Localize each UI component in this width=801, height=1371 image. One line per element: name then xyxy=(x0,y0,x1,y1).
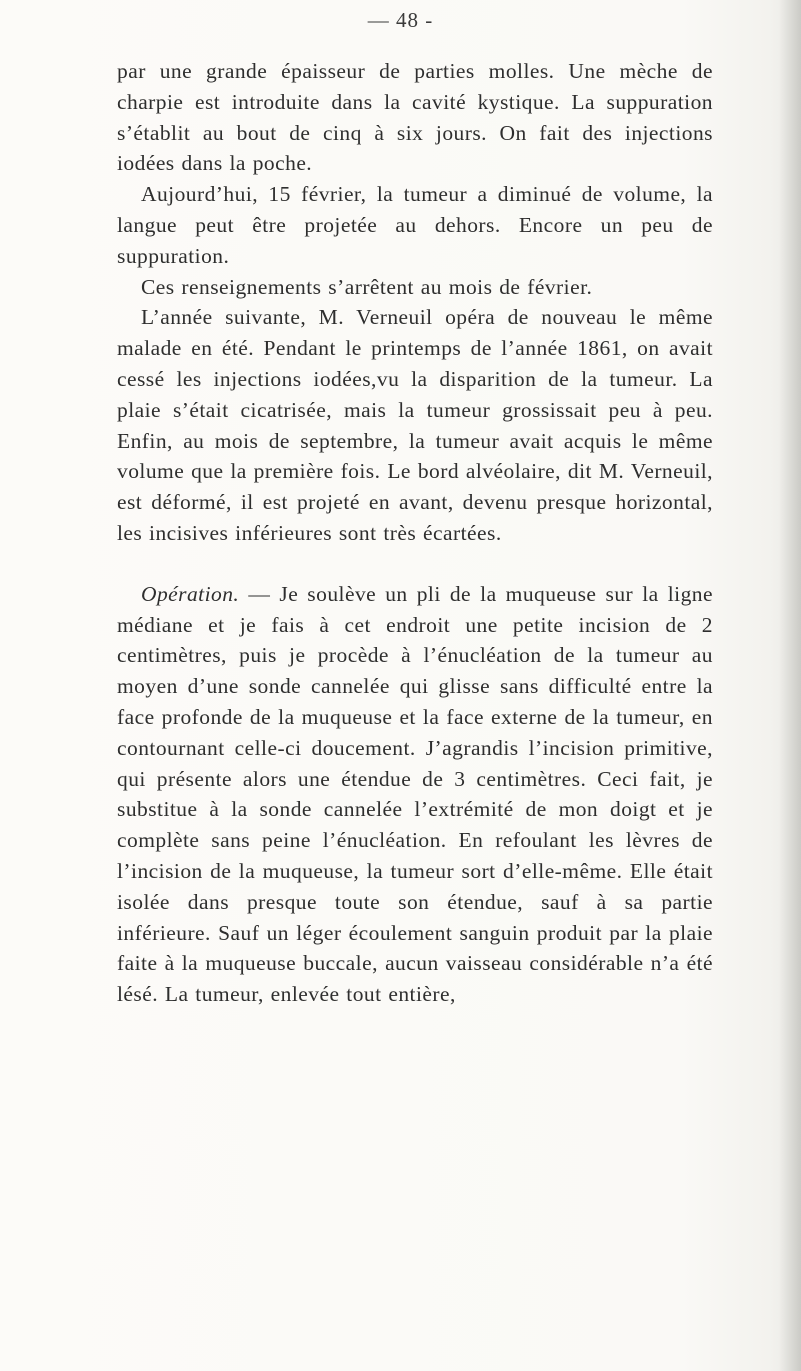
paragraph-continuation: par une grande épaisseur de parties molles. Une mèche de charpie est introduite dans la cavité kystique. La suppuration s’établit au bout de cinq à six jours. On fait des injections iodées dans la poche. xyxy=(117,59,713,176)
paragraph-february-status: Aujourd’hui, 15 février, la tumeur a diminué de volume, la langue peut être projetée au dehors. Encore un peu de suppuration. xyxy=(117,182,713,268)
body-text xyxy=(117,56,713,1010)
paragraph-operation xyxy=(117,579,713,1010)
page-edge-shadow xyxy=(779,0,801,1371)
paragraph-records-end: Ces renseignements s’arrêtent au mois de février. xyxy=(141,274,593,299)
operation-text: — Je soulève un pli de la muqueuse sur la ligne médiane et je fais à cet endroit une petite incision de 2 centimètres, puis je procède à l’énucléation de la tumeur au moyen d’une sonde cannelée qui glisse sans difficulté entre la face profonde de la muqueuse et la face externe de la tumeur, en contournant celle-ci doucement. J’agrandis l’incision primitive, qui présente alors une étendue de 3 centimètres. Ceci fait, je substitue à la sonde cannelée l’extrémité de mon doigt et je complète sans peine l’énucléation. En refoulant les lèvres de l’incision de la muqueuse, la tumeur sort d’elle-même. Elle était isolée dans presque toute son étendue, sauf à sa partie inférieure. Sauf un léger écoulement sanguin produit par la plaie faite à la muqueuse buccale, aucun vaisseau considérable n’a été lésé. La tumeur, enlevée tout entière, xyxy=(117,581,713,1007)
page-number: — 48 - xyxy=(367,8,434,32)
operation-heading: Opération. xyxy=(141,581,240,606)
paragraph-following-year: L’année suivante, M. Verneuil opéra de nouveau le même malade en été. Pendant le printemps de l’année 1861, on avait cessé les injections iodées,vu la disparition de la tumeur. La plaie s’était cicatrisée, mais la tumeur grossissait peu à peu. Enfin, au mois de septembre, la tumeur avait acquis le même volume que la première fois. Le bord alvéolaire, dit M. Verneuil, est déformé, il est projeté en avant, devenu presque horizontal, les incisives inférieures sont très écartées. xyxy=(117,305,713,545)
